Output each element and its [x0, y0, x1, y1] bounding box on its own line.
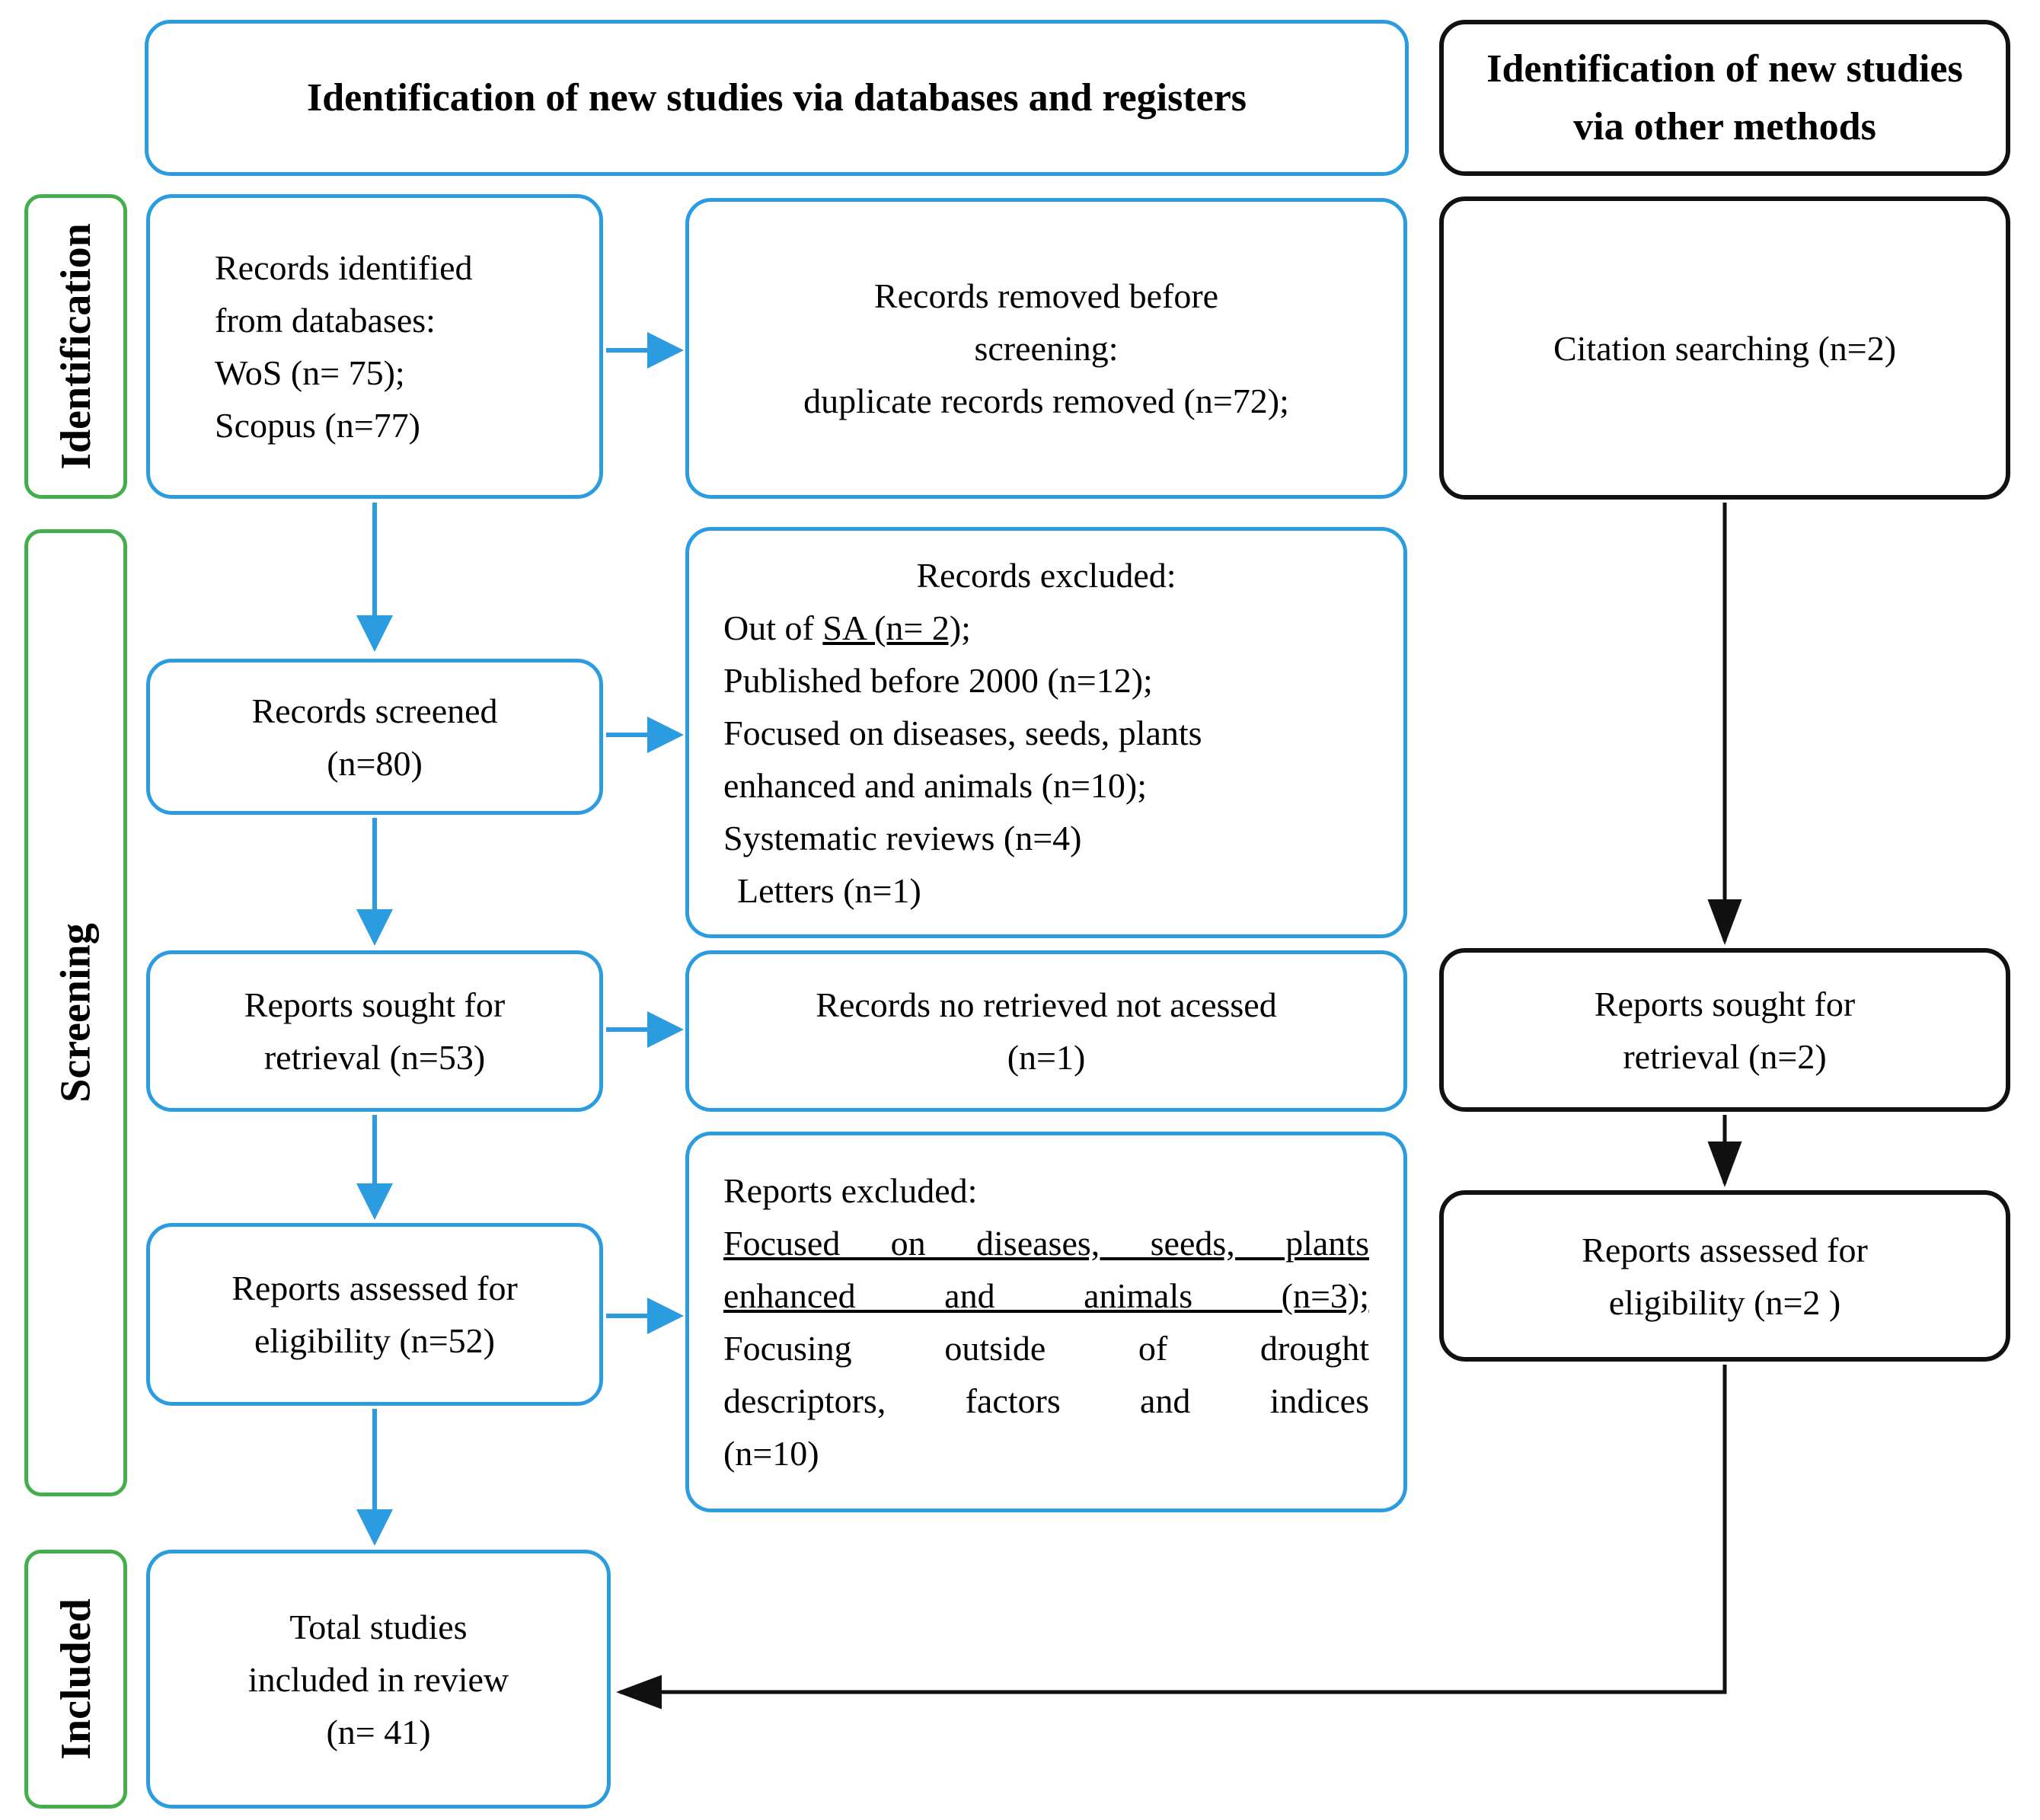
text-line: Records screened: [251, 691, 498, 730]
text-line: WoS (n= 75);: [215, 353, 405, 392]
stage-identification: [24, 194, 127, 499]
text-line: Published before 2000 (n=12);: [723, 660, 1153, 700]
text-line: Systematic reviews (n=4): [723, 818, 1082, 857]
records-excluded-box: [685, 527, 1407, 938]
header-other-methods-label: Identification of new studies via other methods: [1486, 47, 1963, 148]
text-line: Reports assessed for: [231, 1269, 518, 1308]
text-line: (n=1): [1007, 1038, 1086, 1077]
text-line: eligibility (n=2 ): [1608, 1282, 1841, 1322]
records-identified-box: [146, 194, 603, 499]
text-line: included in review: [247, 1659, 509, 1699]
stage-included-label: Included: [52, 1598, 100, 1760]
text-line: Citation searching (n=2): [1553, 328, 1897, 368]
records-removed-box: [685, 198, 1407, 499]
text-line: [723, 602, 1369, 654]
text-line: (n= 41): [326, 1712, 431, 1751]
text-line: Scopus (n=77): [215, 406, 420, 445]
records-screened-box: [146, 659, 603, 815]
text-line: descriptors, factors and indices: [723, 1381, 1369, 1420]
total-included-box: [146, 1550, 611, 1809]
reports-excluded-title: Reports excluded:: [723, 1171, 978, 1210]
reports-assessed-other-box: [1439, 1190, 2010, 1362]
stage-identification-label: Identification: [52, 223, 100, 470]
records-not-retrieved-box: [685, 950, 1407, 1112]
text-segment-underlined: SA (n= 2);: [822, 608, 971, 647]
text-line: Letters (n=1): [737, 870, 921, 910]
stage-included: [24, 1550, 127, 1809]
text-line: eligibility (n=52): [254, 1321, 495, 1360]
text-line: Records removed before: [873, 276, 1219, 315]
text-line: duplicate records removed (n=72);: [803, 382, 1289, 420]
text-line: Reports sought for: [1594, 984, 1856, 1023]
header-databases-label: Identification of new studies via databases and registers: [306, 75, 1247, 120]
text-line: Reports assessed for: [1582, 1230, 1868, 1269]
text-line: from databases:: [215, 301, 436, 340]
citation-searching-box: [1439, 196, 2010, 500]
text-line: Total studies: [289, 1607, 468, 1646]
text-line: retrieval (n=2): [1623, 1036, 1827, 1076]
text-line: Reports sought for: [244, 985, 506, 1024]
records-excluded-title: Records excluded:: [916, 555, 1176, 595]
text-line: Focused on diseases, seeds, plants: [723, 713, 1202, 752]
text-line: enhanced and animals (n=10);: [723, 765, 1148, 805]
text-line-underlined: Focused on diseases, seeds, plants: [723, 1224, 1369, 1263]
text-line: screening:: [974, 329, 1119, 368]
text-line: (n=80): [327, 743, 423, 783]
text-line: Focusing outside of drought: [723, 1329, 1369, 1368]
stage-screening-label: Screening: [52, 923, 100, 1103]
text-line-underlined: enhanced and animals (n=3);: [723, 1276, 1369, 1315]
header-other-methods-box: [1439, 20, 2010, 176]
text-segment: Out of: [723, 608, 823, 647]
reports-assessed-box: [146, 1223, 603, 1406]
header-databases-box: [145, 20, 1409, 176]
text-line: Records identified: [215, 248, 473, 287]
text-line: (n=10): [723, 1434, 819, 1473]
reports-sought-other-box: [1439, 948, 2010, 1112]
reports-sought-box: [146, 950, 603, 1112]
text-line: Records no retrieved not acessed: [816, 985, 1277, 1024]
text-line: retrieval (n=53): [263, 1038, 486, 1077]
stage-screening: [24, 529, 127, 1496]
reports-excluded-box: [685, 1132, 1407, 1512]
